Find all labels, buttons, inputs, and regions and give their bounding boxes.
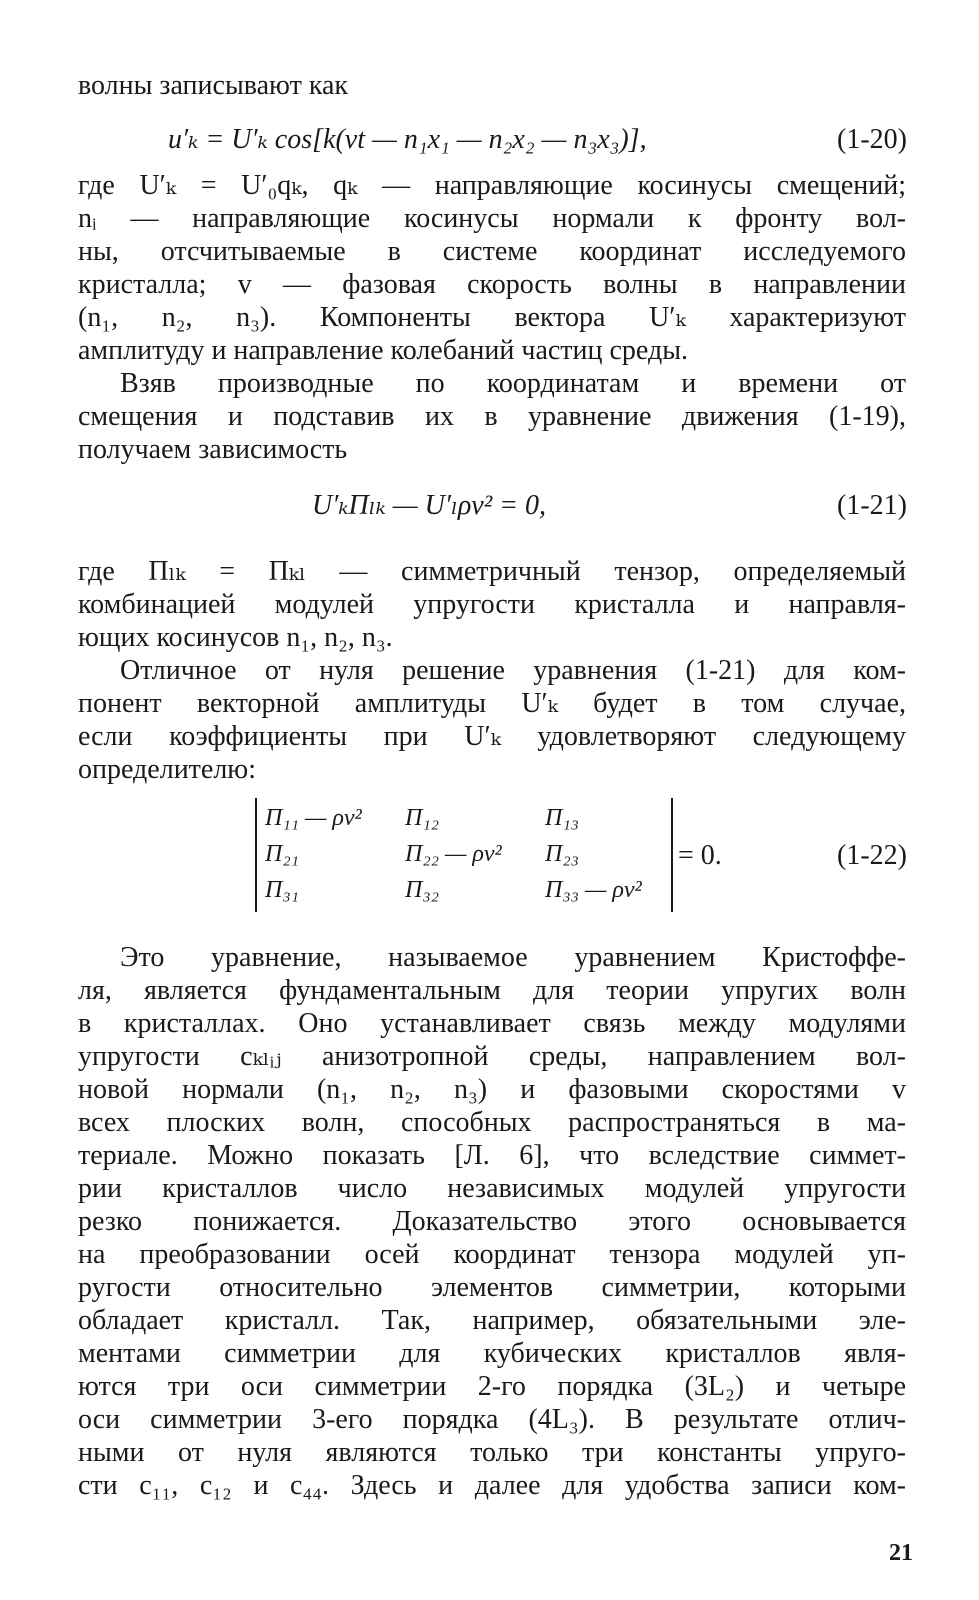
text-line: ны, отсчитываемые в системе координат исследуемого (78, 236, 906, 267)
matrix-cell: Π₃₂ (405, 877, 440, 903)
matrix-cell: Π₁₁ — ρv² (265, 805, 362, 831)
text-line: смещения и подставив их в уравнение движения (1-19), (78, 401, 906, 432)
equation-1-21: U′ₖΠₗₖ — U′ₗρv² = 0, (312, 490, 546, 521)
equation-number: (1-20) (837, 124, 907, 155)
text-line: резко понижается. Доказательство этого основывается (78, 1206, 906, 1237)
text-line: кристалла; v — фазовая скорость волны в направлении (78, 269, 906, 300)
text-line: ющих косинусов n₁, n₂, n₃. (78, 622, 393, 653)
text-line: Это уравнение, называемое уравнением Кристоффе- (120, 942, 906, 973)
text-line: амплитуду и направление колебаний частиц среды. (78, 335, 689, 366)
text-line: nᵢ — направляющие косинусы нормали к фронту вол- (78, 203, 906, 234)
matrix-cell: Π₂₂ — ρv² (405, 841, 502, 867)
text-line: если коэффициенты при U′ₖ удовлетворяют следующему (78, 721, 906, 752)
text-line: оси симметрии 3-его порядка (4L₃). В результате отлич- (78, 1404, 906, 1435)
text-line: в кристаллах. Оно устанавливает связь между модулями (78, 1008, 906, 1039)
matrix-cell: Π₁₃ (545, 805, 580, 831)
equation-number: (1-22) (837, 840, 907, 871)
text-line: на преобразовании осей координат тензора модулей уп- (78, 1239, 906, 1270)
text-line: ля, является фундаментальным для теории упругих волн (78, 975, 906, 1006)
text-line: всех плоских волн, способных распространяться в ма- (78, 1107, 906, 1138)
determinant-rhs: = 0. (678, 840, 722, 871)
determinant-matrix (255, 798, 673, 912)
text-line: комбинацией модулей упругости кристалла и направля- (78, 589, 906, 620)
page-number: 21 (889, 1540, 913, 1566)
text-line: Взяв производные по координатам и времени от (120, 368, 906, 399)
text-line: новой нормали (n₁, n₂, n₃) и фазовыми скоростями v (78, 1074, 906, 1105)
text-line: волны записывают как (78, 70, 349, 101)
matrix-cell: Π₂₃ (545, 841, 580, 867)
text-line: сти c₁₁, c₁₂ и c₄₄. Здесь и далее для удобства записи ком- (78, 1470, 906, 1501)
text-line: (n₁, n₂, n₃). Компоненты вектора U′ₖ характеризуют (78, 302, 906, 333)
text-line: где Πₗₖ = Πₖₗ — симметричный тензор, определяемый (78, 556, 906, 587)
text-line: обладает кристалл. Так, например, обязательными эле- (78, 1305, 906, 1336)
text-line: рии кристаллов число независимых модулей упругости (78, 1173, 906, 1204)
text-line: где U′ₖ = U′₀qₖ, qₖ — направляющие косинусы смещений; (78, 170, 906, 201)
text-line: ются три оси симметрии 2-го порядка (3L₂) и четыре (78, 1371, 906, 1402)
text-line: получаем зависимость (78, 434, 348, 465)
matrix-cell: Π₁₂ (405, 805, 440, 831)
matrix-cell: Π₃₃ — ρv² (545, 877, 642, 903)
text-line: ментами симметрии для кубических кристаллов явля- (78, 1338, 906, 1369)
equation-1-20: u′ₖ = U′ₖ cos[k(vt — n₁x₁ — n₂x₂ — n₃x₃)], (168, 124, 647, 155)
text-line: понент векторной амплитуды U′ₖ будет в том случае, (78, 688, 906, 719)
matrix-cell: Π₃₁ (265, 877, 300, 903)
text-line: упругости cₖₗᵢⱼ анизотропной среды, направлением вол- (78, 1041, 906, 1072)
text-line: Отличное от нуля решение уравнения (1-21) для ком- (120, 655, 906, 686)
text-line: определителю: (78, 754, 257, 785)
equation-number: (1-21) (837, 490, 907, 521)
matrix-cell: Π₂₁ (265, 841, 300, 867)
text-line: териале. Можно показать [Л. 6], что вследствие симмет- (78, 1140, 906, 1171)
text-line: ными от нуля являются только три константы упруго- (78, 1437, 906, 1468)
text-line: ругости относительно элементов симметрии, которыми (78, 1272, 906, 1303)
